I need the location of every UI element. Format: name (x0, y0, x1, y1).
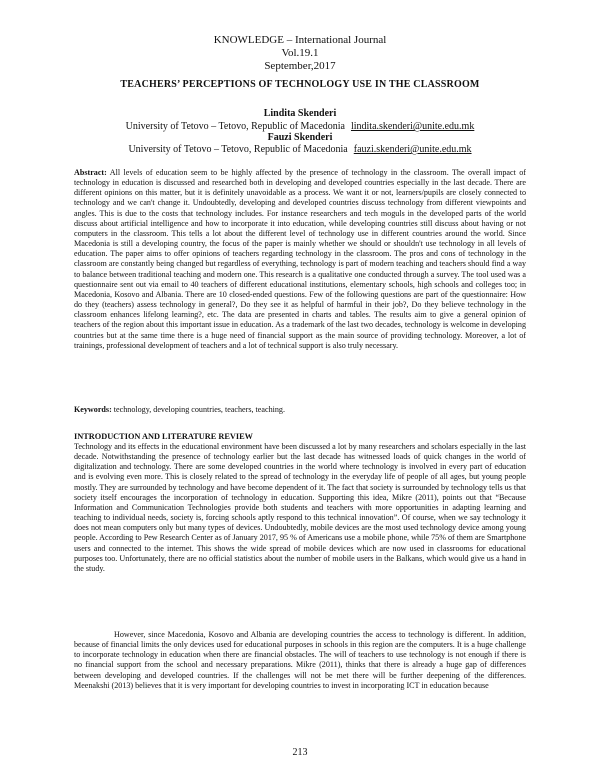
paper-title: TEACHERS’ PERCEPTIONS OF TECHNOLOGY USE IN THE CLASSROOM (120, 79, 480, 90)
introduction-paragraph-2: However, since Macedonia, Kosovo and Albania are developing countries the access to technology is different. In addition, because of financial limits the only devices used for educational purposes in schools in this region are the computers. It is a huge challenge to incorporate technology in education when there are financial obstacles. The will of teachers to use technology is not enough if there is no financial support from the school and necessary preparations. Mikre (2011), thinks that there is already a huge gap of differences between developing and developed countries. If the challenges will not be met there will be further deepening of the differences. Meenakshi (2013) believes that it is very important for developing countries to invest in incorporating ICT in education because (74, 630, 526, 690)
section-heading: INTRODUCTION AND LITERATURE REVIEW (74, 432, 253, 441)
keywords-label: Keywords: (74, 405, 112, 414)
journal-volume: Vol.19.1 (281, 47, 319, 59)
journal-name: KNOWLEDGE – International Journal (213, 34, 387, 46)
abstract-text: All levels of education seem to be highly affected by the presence of technology in the classroom. The overall impact of technology in education is discussed and researched both in developing and developed countries especially in the last decade. There are different opinions on this matter, but it is definitely unavoidable as a process. We want it or not, learners/pupils are closely connected to technology and we can't change it. Undoubtedly, developing and developed countries discuss technology from different viewpoints and angles. This is due to the costs that technology includes. For instance researchers and tech moguls in the developed parts of the world discuss about artificial intelligence and how to incorporate it into education, while developing countries still discuss about having or not computers in the classroom. This tells a lot about the different level of technology use in different countries around the world. Since Macedonia is still a developing country, the focus of the paper is mainly whether we should or shouldn't use technology in all levels of education. The paper aims to offer opinions of teachers regarding technology in the classroom. The pros and cons of technology in the classroom are constantly being changed but regardless of everything, technology is part of modern teaching and teachers should find a way to balance between traditional teaching and modern one. This research is a qualitative one conducted through a survey. The tool used was a questionnaire sent out via email to 40 teachers of different educational institutions, elementary schools, high schools and colleges too; in Macedonia, Kosovo and Albania. There are 10 closed-ended questions. Few of the following questions are part of the questionnaire: How do they (teachers) assess technology in general?, Do they see it as helpful of harmful in their job?, Do they believe technology in the classroom enhances lifelong learning?, etc. The data are presented in charts and tables. The results aim to give a general opinion of teachers of the region about this important issue in education. As a trademark of the last two decades, technology is welcome in developing countries but at the same time there is a huge need of financial support as the main source of providing technology. Moreover, a lot of trainings, professional development of teachers and a lot of technical support is also truly necessary. (74, 168, 527, 350)
author-1-affiliation-line (0, 121, 600, 132)
keywords-text: technology, developing countries, teachers, teaching. (113, 405, 285, 414)
author-1-affiliation: University of Tetovo – Tetovo, Republic of Macedonia (125, 121, 345, 132)
author-2-affiliation: University of Tetovo – Tetovo, Republic of Macedonia (128, 144, 348, 155)
journal-date: September,2017 (264, 60, 336, 72)
author-2-affiliation-line (0, 144, 600, 155)
abstract-label: Abstract: (74, 168, 107, 177)
author-2-name: Fauzi Skenderi (267, 132, 333, 143)
introduction-paragraph-1: Technology and its effects in the educational environment have been discussed a lot by many researchers and scholars especially in the last decade. Notwithstanding the presence of technology earlier but the last decade has witnessed loads of quick changes in the world of digitalization and technology. There are some developed countries in the world where technology is involved in every part of education and is evolving even more. This is closely related to the spread of technology in the everyday life of people of all ages, but young people mostly. They are surrounded by technology and have become dependent of it. The fact that society is surrounded by technology tells us that society itself encourages the incorporation of technology in education. Supporting this idea, Mikre (2011), points out that “Because Information and Communication Technologies provide both students and teachers with more opportunities in adapting learning and teaching to individual needs, society is, forcing schools aptly respond to this technical innovation”. Of course, when we say technology it does not mean computers only but many types of devices. Undoubtedly, mobile devices are the most used technology device among young people. According to Pew Research Center as of January 2017, 95 % of Americans use a mobile phone, while 75% of them are Smartphone users and connected to the internet. This shows the wide spread of mobile devices which are now used in classrooms for educational purposes too. Unfortunately, there are no official statistics about the number of mobile users in the Balkans, which would give us a hand in the study. (74, 442, 526, 573)
keywords (74, 405, 526, 415)
page-number: 213 (292, 747, 308, 758)
author-1-email-link[interactable]: lindita.skenderi@unite.edu.mk (350, 121, 475, 132)
abstract (74, 168, 526, 351)
author-2-email-link[interactable]: fauzi.skenderi@unite.edu.mk (353, 144, 472, 155)
author-1-name: Lindita Skenderi (263, 108, 337, 119)
